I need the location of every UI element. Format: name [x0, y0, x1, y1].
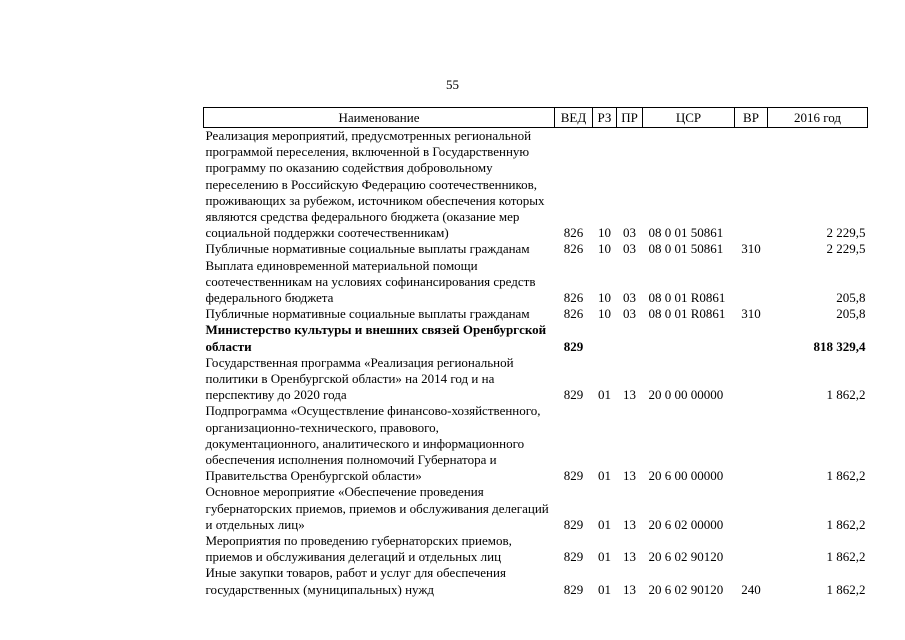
row-rz: 10: [598, 241, 611, 257]
row-vr: [735, 484, 768, 533]
table-row: [204, 258, 868, 307]
row-rz: 10: [598, 290, 611, 306]
header-year: 2016 год: [768, 108, 868, 128]
table-row: [204, 533, 868, 565]
row-ved: 829: [563, 387, 584, 403]
page-number: 55: [446, 77, 459, 92]
row-amount: 1 862,2: [826, 468, 866, 484]
row-amount: 1 862,2: [826, 516, 866, 532]
table-row: [204, 128, 868, 242]
row-name: Мероприятия по проведению губернаторских приемов, приемов и обслуживания делегаций и отдельных лиц: [205, 533, 512, 565]
table-row: [204, 355, 868, 404]
row-ved: 826: [563, 290, 584, 306]
table-header-row: [204, 108, 868, 128]
row-amount: 1 862,2: [826, 549, 866, 565]
row-ved: 826: [563, 241, 584, 257]
row-ved: 829: [563, 338, 584, 354]
row-csr: 08 0 01 R0861: [648, 290, 726, 306]
row-csr: 20 6 02 90120: [648, 549, 724, 565]
table-row: [204, 484, 868, 533]
row-pr: 03: [623, 290, 636, 306]
header-ved: ВЕД: [555, 108, 593, 128]
row-rz: [593, 322, 617, 354]
row-vr: 310: [741, 306, 761, 322]
header-name: Наименование: [204, 108, 555, 128]
row-name: Реализация мероприятий, предусмотренных региональной программой переселения, включенной в Государственную программу по оказанию содействия добровольному переселению в Российскую Федерацию соотечественников, проживающих за рубежом, источником обеспечения которых являются средства федерального бюджета (оказание мер социальной поддержки соотечественникам): [205, 128, 545, 241]
table-body: [204, 128, 868, 598]
row-name: Государственная программа «Реализация региональной политики в Оренбургской области» на 2014 год и на перспективу до 2020 года: [205, 354, 514, 403]
row-rz: 10: [598, 225, 611, 241]
row-vr: 240: [741, 581, 761, 597]
budget-table: [203, 107, 868, 598]
row-amount: 818 329,4: [813, 338, 866, 354]
row-ved: 829: [563, 516, 584, 532]
row-name: Подпрограмма «Осуществление финансово-хозяйственного, организационно-технического, правового, документационного, аналитического и информационного обеспечения исполнения полномочий Губернатора и Правительства Оренбургской области»: [205, 403, 541, 484]
row-vr: [735, 355, 768, 404]
row-vr: [735, 322, 768, 354]
row-pr: 13: [623, 581, 636, 597]
row-amount: 2 229,5: [826, 225, 866, 241]
row-amount: 1 862,2: [826, 387, 866, 403]
row-name: Выплата единовременной материальной помощи соотечественникам на условиях софинансирования средств федерального бюджета: [205, 257, 536, 306]
row-ved: 829: [563, 549, 584, 565]
row-amount: 205,8: [836, 290, 866, 306]
row-csr: 08 0 01 50861: [648, 241, 724, 257]
table-row: [204, 306, 868, 322]
row-rz: 01: [598, 581, 611, 597]
row-ved: 829: [563, 468, 584, 484]
row-csr: [643, 322, 735, 354]
row-pr: 03: [623, 306, 636, 322]
row-pr: [617, 322, 643, 354]
row-pr: 03: [623, 225, 636, 241]
row-rz: 01: [598, 516, 611, 532]
table-row: [204, 241, 868, 257]
row-pr: 13: [623, 549, 636, 565]
row-name: Основное мероприятие «Обеспечение проведения губернаторских приемов, приемов и обслуживания делегаций и отдельных лиц»: [205, 484, 549, 532]
row-rz: 01: [598, 468, 611, 484]
row-rz: 01: [598, 387, 611, 403]
row-vr: [735, 258, 768, 307]
row-amount: 1 862,2: [826, 581, 866, 597]
row-pr: 13: [623, 468, 636, 484]
table-row: [204, 565, 868, 597]
row-ved: 826: [563, 225, 584, 241]
header-csr: ЦСР: [643, 108, 735, 128]
row-rz: 01: [598, 549, 611, 565]
row-ved: 829: [563, 581, 584, 597]
row-name: Публичные нормативные социальные выплаты гражданам: [205, 241, 530, 257]
row-csr: 20 6 00 00000: [648, 468, 724, 484]
row-amount: 205,8: [836, 306, 866, 322]
header-vr: ВР: [735, 108, 768, 128]
row-pr: 03: [623, 241, 636, 257]
header-rz: РЗ: [593, 108, 617, 128]
row-vr: [735, 128, 768, 242]
row-rz: 10: [598, 306, 611, 322]
row-name: Министерство культуры и внешних связей Оренбургской области: [205, 322, 547, 354]
row-csr: 08 0 01 50861: [648, 225, 724, 241]
row-name: Публичные нормативные социальные выплаты гражданам: [205, 306, 530, 322]
row-amount: 2 229,5: [826, 241, 866, 257]
row-vr: [735, 533, 768, 565]
row-csr: 20 6 02 90120: [648, 581, 724, 597]
header-pr: ПР: [617, 108, 643, 128]
row-csr: 20 0 00 00000: [648, 387, 724, 403]
table-row: [204, 322, 868, 354]
row-pr: 13: [623, 387, 636, 403]
row-vr: [735, 403, 768, 484]
row-pr: 13: [623, 516, 636, 532]
row-csr: 08 0 01 R0861: [648, 306, 726, 322]
row-csr: 20 6 02 00000: [648, 516, 724, 532]
row-name: Иные закупки товаров, работ и услуг для обеспечения государственных (муниципальных) нужд: [205, 565, 506, 597]
table-row: [204, 403, 868, 484]
row-vr: 310: [741, 241, 761, 257]
row-ved: 826: [563, 306, 584, 322]
